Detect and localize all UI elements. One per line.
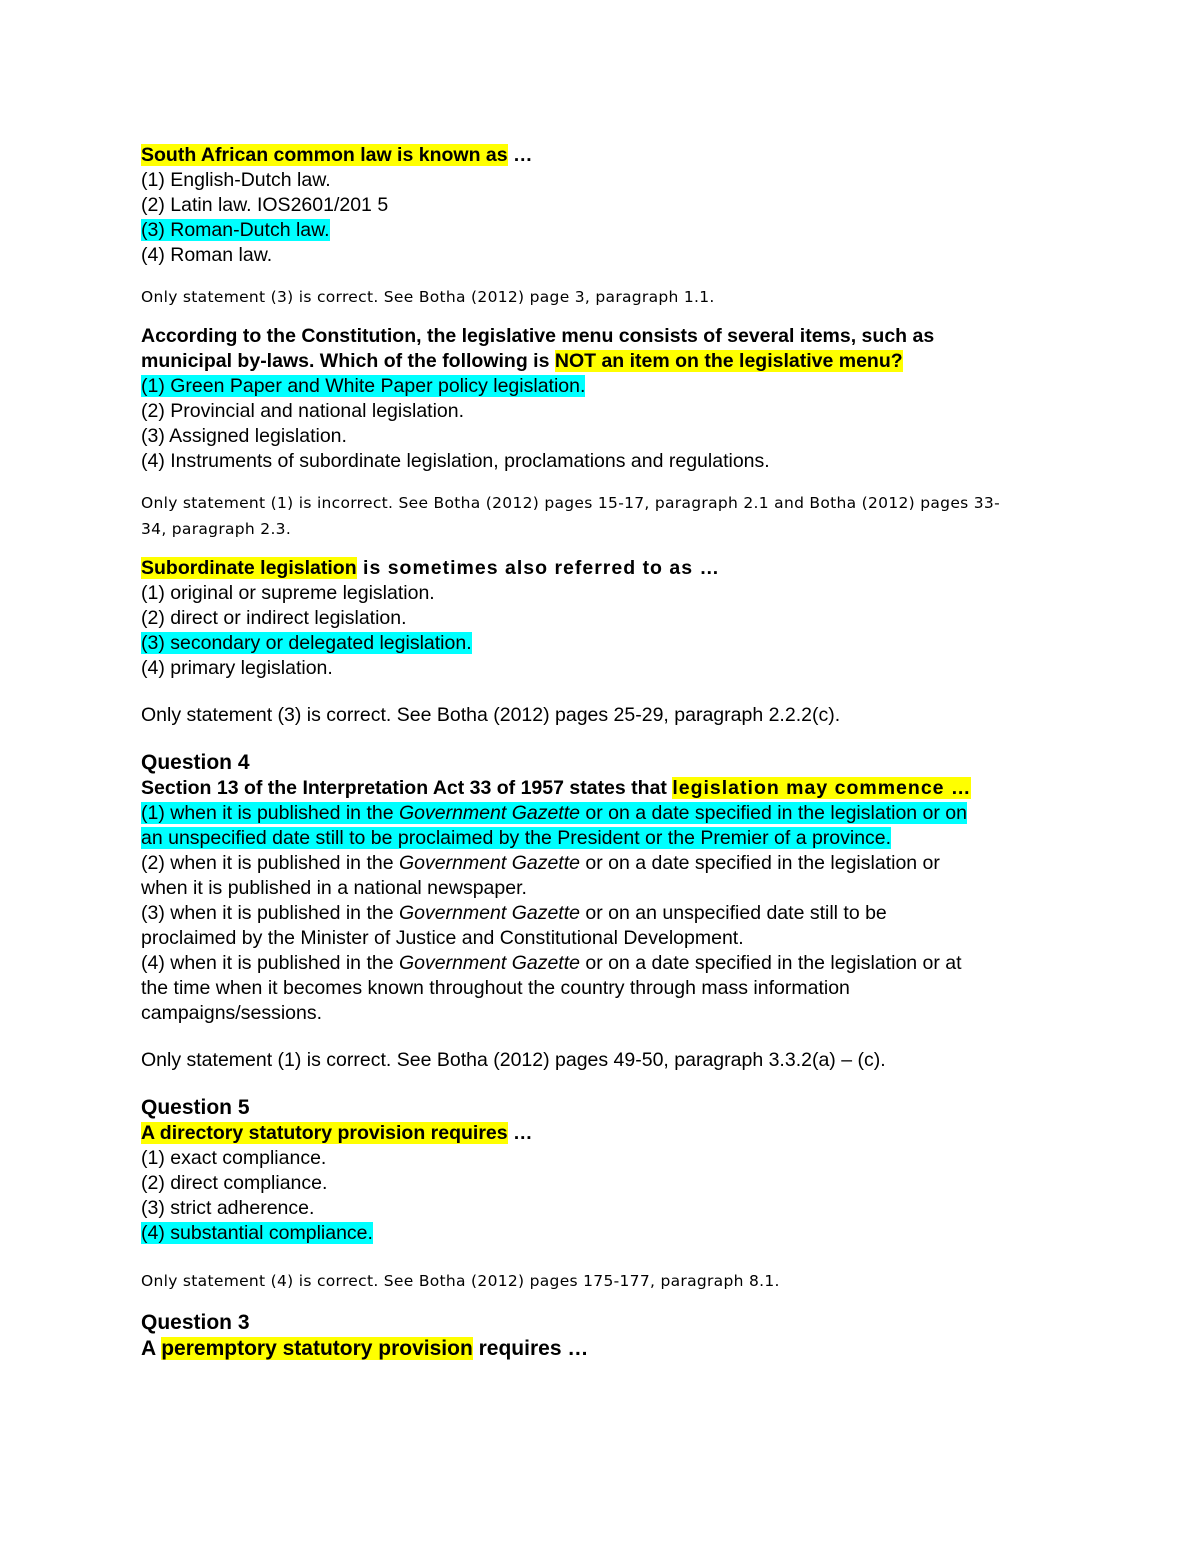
q6-heading: Question 3 xyxy=(141,1311,250,1334)
q1-option-3-answer: (3) Roman-Dutch law. xyxy=(141,219,330,241)
q2-note-line2: 34, paragraph 2.3. xyxy=(141,520,292,538)
q3-stem-highlight: Subordinate legislation xyxy=(141,557,357,579)
q2-note-line1: Only statement (1) is incorrect. See Botha (2012) pages 15-17, paragraph 2.1 and Botha (2012) pages 33- xyxy=(141,494,1000,512)
q2-option-1-answer: (1) Green Paper and White Paper policy legislation. xyxy=(141,375,586,397)
q5-stem: A directory statutory provision requires … xyxy=(141,1122,533,1144)
q2-stem-highlight: NOT an item on the legislative menu? xyxy=(554,350,903,372)
q3-stem: Subordinate legislation is sometimes also referred to as … xyxy=(141,557,720,579)
q4-option-1-answer: (1) when it is published in the Government Gazette or on a date specified in the legislation or on xyxy=(141,802,968,824)
q4-option-3: (3) when it is published in the Government Gazette or on an unspecified date still to be xyxy=(141,902,887,924)
q2-option-2: (2) Provincial and national legislation. xyxy=(141,400,465,422)
q4-heading: Question 4 xyxy=(141,751,250,774)
q4-stem: Section 13 of the Interpretation Act 33 of 1957 states that legislation may commence … xyxy=(141,777,972,799)
q3-option-4: (4) primary legislation. xyxy=(141,657,333,679)
q5-option-3: (3) strict adherence. xyxy=(141,1197,315,1219)
q4-option-2-cont: when it is published in a national newspaper. xyxy=(141,877,527,899)
q6-stem: A peremptory statutory provision requires … xyxy=(141,1337,589,1360)
q5-heading: Question 5 xyxy=(141,1096,250,1119)
q4-option-4: (4) when it is published in the Government Gazette or on a date specified in the legislation or at xyxy=(141,952,962,974)
q1-option-4: (4) Roman law. xyxy=(141,244,273,266)
q1-stem: South African common law is known as … xyxy=(141,144,533,166)
q5-option-1: (1) exact compliance. xyxy=(141,1147,327,1169)
q3-option-3-answer: (3) secondary or delegated legislation. xyxy=(141,632,472,654)
q4-option-1-answer-cont: an unspecified date still to be proclaimed by the President or the Premier of a province. xyxy=(141,827,892,849)
q1-stem-highlight: South African common law is known as xyxy=(141,144,508,166)
q4-option-3-cont: proclaimed by the Minister of Justice and Constitutional Development. xyxy=(141,927,744,949)
q5-option-4-answer: (4) substantial compliance. xyxy=(141,1222,373,1244)
q1-option-1: (1) English-Dutch law. xyxy=(141,169,331,191)
q3-option-2: (2) direct or indirect legislation. xyxy=(141,607,407,629)
q2-option-4: (4) Instruments of subordinate legislation, proclamations and regulations. xyxy=(141,450,770,472)
q3-option-1: (1) original or supreme legislation. xyxy=(141,582,435,604)
q4-note: Only statement (1) is correct. See Botha (2012) pages 49-50, paragraph 3.3.2(a) – (c). xyxy=(141,1049,886,1071)
q2-option-3: (3) Assigned legislation. xyxy=(141,425,347,447)
q3-note: Only statement (3) is correct. See Botha (2012) pages 25-29, paragraph 2.2.2(c). xyxy=(141,704,841,726)
q2-stem-line2: municipal by-laws. Which of the following is NOT an item on the legislative menu? xyxy=(141,350,903,372)
q4-option-4-cont: the time when it becomes known throughout the country through mass information xyxy=(141,977,850,999)
q5-stem-highlight: A directory statutory provision requires xyxy=(141,1122,508,1144)
q4-stem-highlight: legislation may commence … xyxy=(672,777,972,799)
q5-option-2: (2) direct compliance. xyxy=(141,1172,328,1194)
q4-option-2: (2) when it is published in the Government Gazette or on a date specified in the legislation or xyxy=(141,852,940,874)
q1-option-2: (2) Latin law. IOS2601/201 5 xyxy=(141,194,389,216)
q5-note: Only statement (4) is correct. See Botha (2012) pages 175-177, paragraph 8.1. xyxy=(141,1272,780,1290)
q6-stem-highlight: peremptory statutory provision xyxy=(161,1337,473,1360)
q4-option-4-cont2: campaigns/sessions. xyxy=(141,1002,323,1024)
q1-note: Only statement (3) is correct. See Botha (2012) page 3, paragraph 1.1. xyxy=(141,288,715,306)
document-page xyxy=(141,143,1061,1362)
q2-stem-line1: According to the Constitution, the legislative menu consists of several items, such as xyxy=(141,325,935,347)
